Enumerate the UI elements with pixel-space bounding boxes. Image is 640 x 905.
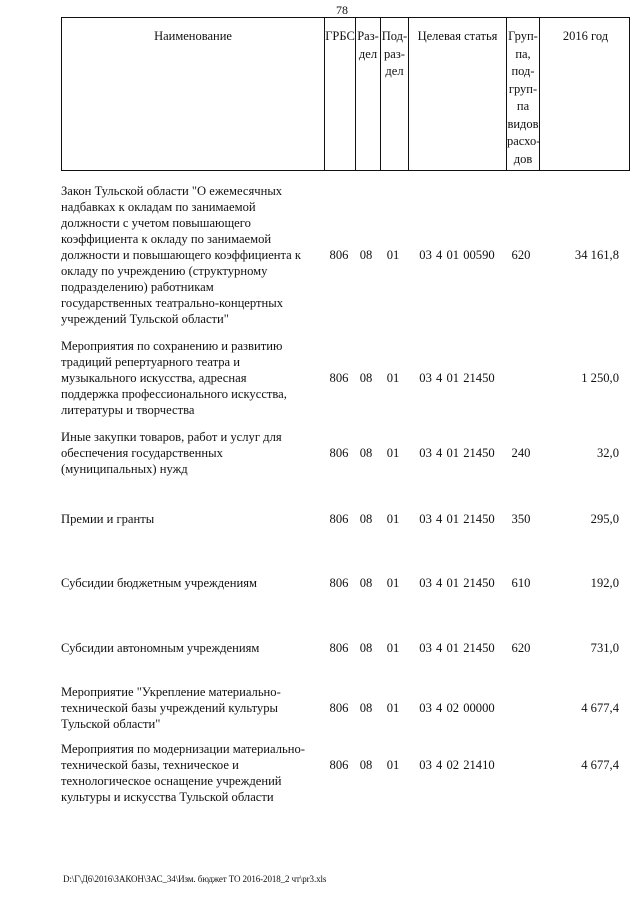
row-podrazdel: 01 bbox=[386, 512, 400, 526]
row-name: Мероприятие "Укрепление материально- технической базы учреждений культуры Тульской области" bbox=[61, 685, 281, 731]
row-target-article: 03 4 01 21450 bbox=[419, 512, 495, 526]
row-name: Закон Тульской области "О ежемесячных надбавках к окладам по занимаемой должности с учетом повышающего коэффициента к окладу по занимаемой должности и повышающего коэффициента к окладу по учреждению (структурному подразделению) работникам государственных театрально-концертных учреждений Тульской области" bbox=[61, 184, 302, 326]
row-podrazdel: 01 bbox=[386, 758, 400, 772]
row-amount: 1 250,0 bbox=[581, 371, 619, 385]
row-target-article: 03 4 01 21450 bbox=[419, 576, 495, 590]
row-podrazdel: 01 bbox=[386, 701, 400, 715]
row-razdel: 08 bbox=[359, 446, 373, 460]
row-amount: 34 161,8 bbox=[574, 248, 619, 262]
row-grbs: 806 bbox=[329, 641, 349, 655]
row-grbs: 806 bbox=[329, 446, 349, 460]
row-target-article: 03 4 01 21450 bbox=[419, 371, 495, 385]
header-razdel: Раз- дел bbox=[355, 18, 380, 170]
row-name: Мероприятия по модернизации материально- технической базы, техническое и технологическое оснащение учреждений культуры и искусства Тульской области bbox=[61, 742, 305, 804]
header-grbs: ГРБС bbox=[324, 18, 355, 170]
row-name: Субсидии автономным учреждениям bbox=[61, 641, 260, 655]
row-grbs: 806 bbox=[329, 576, 349, 590]
row-amount: 192,0 bbox=[590, 576, 619, 590]
row-podrazdel: 01 bbox=[386, 641, 400, 655]
row-amount: 32,0 bbox=[596, 446, 619, 460]
header-target-article: Целевая статья bbox=[408, 18, 506, 170]
row-razdel: 08 bbox=[359, 701, 373, 715]
row-target-article: 03 4 01 00590 bbox=[419, 248, 495, 262]
row-expense-group: 620 bbox=[511, 248, 531, 262]
row-razdel: 08 bbox=[359, 371, 373, 385]
header-expense-group: Груп- па, под- груп- па видов расхо- дов bbox=[506, 18, 539, 170]
row-amount: 4 677,4 bbox=[581, 758, 619, 772]
footer-file-path: D:\Г\Д6\2016\ЗАКОН\ЗАС_34\Изм. бюджет ТО 2016-2018_2 чт\pr3.xls bbox=[63, 874, 327, 884]
row-amount: 4 677,4 bbox=[581, 701, 619, 715]
row-grbs: 806 bbox=[329, 512, 349, 526]
row-razdel: 08 bbox=[359, 576, 373, 590]
row-podrazdel: 01 bbox=[386, 248, 400, 262]
row-name: Премии и гранты bbox=[61, 512, 155, 526]
row-name: Иные закупки товаров, работ и услуг для обеспечения государственных (муниципальных) нужд bbox=[61, 430, 282, 476]
row-grbs: 806 bbox=[329, 758, 349, 772]
row-razdel: 08 bbox=[359, 641, 373, 655]
row-amount: 731,0 bbox=[590, 641, 619, 655]
row-name: Субсидии бюджетным учреждениям bbox=[61, 576, 257, 590]
row-target-article: 03 4 01 21450 bbox=[419, 446, 495, 460]
row-podrazdel: 01 bbox=[386, 576, 400, 590]
row-razdel: 08 bbox=[359, 758, 373, 772]
header-podrazdel: Под- раз- дел bbox=[380, 18, 408, 170]
row-target-article: 03 4 01 21450 bbox=[419, 641, 495, 655]
row-expense-group: 350 bbox=[511, 512, 531, 526]
row-expense-group: 240 bbox=[511, 446, 531, 460]
row-target-article: 03 4 02 21410 bbox=[419, 758, 495, 772]
header-year: 2016 год bbox=[539, 18, 631, 170]
row-name: Мероприятия по сохранению и развитию традиций репертуарного театра и музыкального искусства, адресная поддержка профессионального искусства, литературы и творчества bbox=[61, 339, 287, 417]
row-amount: 295,0 bbox=[590, 512, 619, 526]
page-number: 78 bbox=[336, 3, 348, 17]
row-expense-group: 610 bbox=[511, 576, 531, 590]
row-razdel: 08 bbox=[359, 512, 373, 526]
row-podrazdel: 01 bbox=[386, 371, 400, 385]
row-grbs: 806 bbox=[329, 371, 349, 385]
row-grbs: 806 bbox=[329, 248, 349, 262]
header-name: Наименование bbox=[154, 29, 232, 43]
row-podrazdel: 01 bbox=[386, 446, 400, 460]
row-razdel: 08 bbox=[359, 248, 373, 262]
table-header bbox=[61, 17, 630, 171]
row-grbs: 806 bbox=[329, 701, 349, 715]
row-expense-group: 620 bbox=[511, 641, 531, 655]
row-target-article: 03 4 02 00000 bbox=[419, 701, 495, 715]
